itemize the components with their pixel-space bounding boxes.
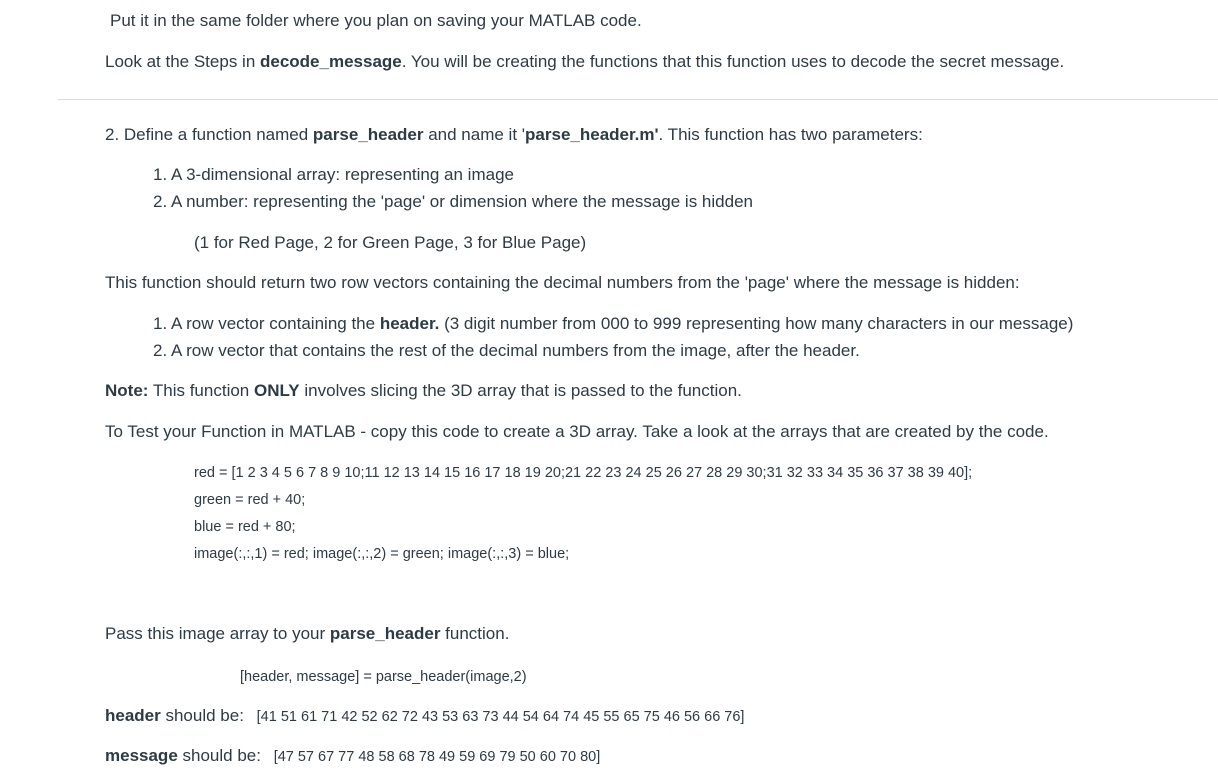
return-item-1	[153, 314, 1073, 334]
pass-post: function.	[440, 624, 510, 643]
pass-pre: Pass this image array to your	[105, 624, 330, 643]
note-paragraph	[105, 381, 742, 401]
note-only: ONLY	[253, 381, 300, 400]
call-code-line: [header, message] = parse_header(image,2)	[240, 669, 527, 685]
header-term: header.	[379, 314, 440, 333]
parse-header-filename: parse_header.m'	[525, 125, 659, 144]
step2-mid: and name it '	[423, 125, 526, 144]
intro-steps-pre: Look at the Steps in	[105, 52, 260, 71]
message-result-label: message	[105, 746, 178, 765]
page-note: (1 for Red Page, 2 for Green Page, 3 for Blue Page)	[194, 233, 587, 252]
code-line-red: red = [1 2 3 4 5 6 7 8 9 10;11 12 13 14 15 16 17 18 19 20;21 22 23 24 25 26 27 28 29 30;31 32 33 34 35 36 37 38 39 40];	[194, 465, 973, 481]
param-item-1: 1. A 3-dimensional array: representing an image	[153, 165, 514, 184]
code-line-green: green = red + 40;	[194, 492, 306, 508]
intro-steps-paragraph	[105, 52, 1064, 72]
pass-paragraph	[105, 624, 509, 644]
message-result-value: [47 57 67 77 48 58 68 78 49 59 69 79 50 60 70 80]	[273, 749, 601, 765]
message-result-text: should be:	[177, 746, 266, 765]
test-intro: To Test your Function in MATLAB - copy this code to create a 3D array. Take a look at the arrays that are created by the code.	[105, 422, 1049, 441]
return-item-1-post: (3 digit number from 000 to 999 representing how many characters in our message)	[439, 314, 1074, 333]
pass-function-name: parse_header	[329, 624, 441, 643]
note-post: involves slicing the 3D array that is passed to the function.	[299, 381, 742, 400]
header-result-text: should be:	[160, 706, 249, 725]
returns-intro: This function should return two row vectors containing the decimal numbers from the 'page' where the message is hidden:	[105, 273, 1020, 292]
message-result	[105, 746, 600, 766]
code-line-image: image(:,:,1) = red; image(:,:,2) = green; image(:,:,3) = blue;	[194, 546, 570, 562]
step2-post: . This function has two parameters:	[658, 125, 923, 144]
header-result-label: header	[105, 706, 161, 725]
decode-message-name: decode_message	[260, 52, 402, 71]
return-item-2: 2. A row vector that contains the rest of the decimal numbers from the image, after the header.	[153, 341, 860, 360]
step2-pre: 2. Define a function named	[105, 125, 313, 144]
note-pre: This function	[148, 381, 254, 400]
return-item-1-pre: 1. A row vector containing the	[153, 314, 380, 333]
intro-steps-post: . You will be creating the functions that this function uses to decode the secret message.	[401, 52, 1065, 71]
header-result	[105, 706, 744, 726]
parse-header-name: parse_header	[312, 125, 424, 144]
param-item-2: 2. A number: representing the 'page' or dimension where the message is hidden	[153, 192, 753, 211]
code-line-blue: blue = red + 80;	[194, 519, 296, 535]
header-result-value: [41 51 61 71 42 52 62 72 43 53 63 73 44 54 64 74 45 55 65 75 46 56 66 76]	[256, 709, 745, 725]
note-label: Note:	[105, 381, 149, 400]
section-divider	[58, 99, 1218, 100]
step2-paragraph	[105, 125, 923, 145]
intro-folder-text: Put it in the same folder where you plan on saving your MATLAB code.	[110, 11, 642, 30]
